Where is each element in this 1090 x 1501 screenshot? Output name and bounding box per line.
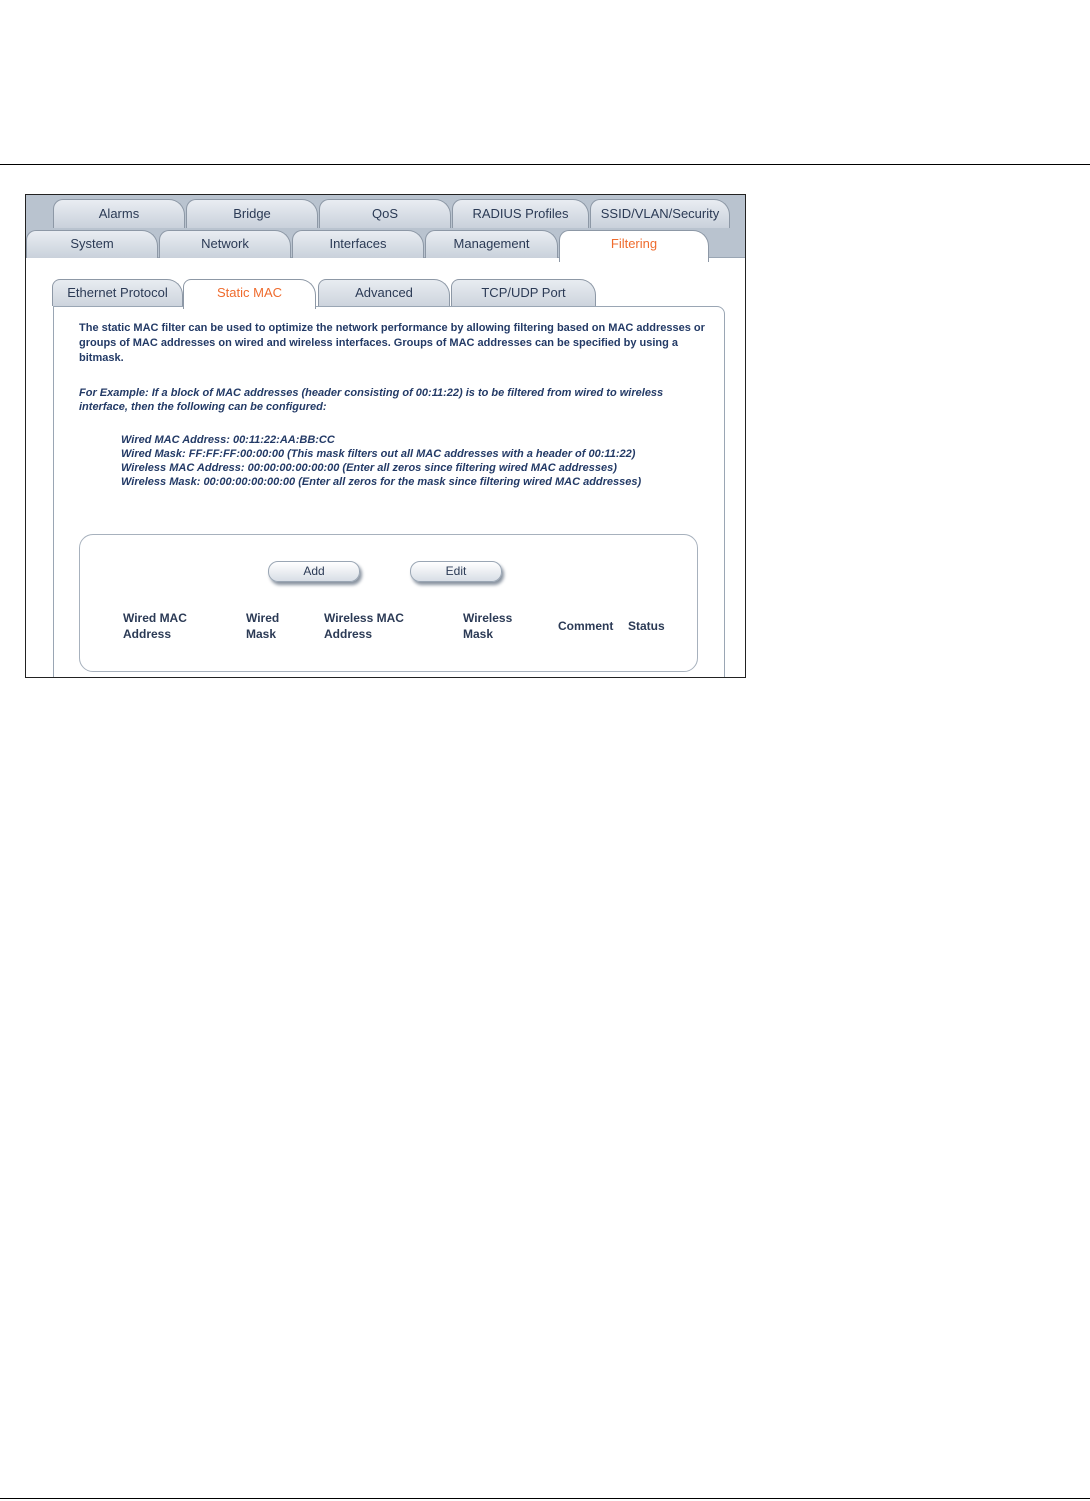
tab-management[interactable]: Management [425,230,558,258]
example-line: Wireless MAC Address: 00:00:00:00:00:00 (Enter all zeros since filtering wired MAC addresses) [121,462,617,474]
column-header-wireless-mask [463,610,533,642]
page-bottom-rule [0,1498,1090,1499]
column-header-comment: Comment [558,619,614,633]
tab-ssid-vlan-security[interactable]: SSID/VLAN/Security [590,199,730,228]
tab-network[interactable]: Network [159,230,291,258]
sub-tab-bar [52,279,726,308]
example-line: Wired Mask: FF:FF:FF:00:00:00 (This mask filters out all MAC addresses with a header of 00:11:22) [121,448,636,460]
example-line: Wireless Mask: 00:00:00:00:00:00 (Enter all zeros for the mask since filtering wired MAC addresses) [121,476,642,488]
column-header-line: Address [324,627,373,641]
column-header-line: Mask [463,627,494,641]
subtab-static-mac[interactable]: Static MAC [183,279,316,309]
edit-button[interactable]: Edit [410,561,502,582]
column-header-line: Mask [246,627,277,641]
screenshot-frame [25,194,746,678]
page-top-rule [0,164,1090,165]
tab-bridge[interactable]: Bridge [186,199,318,228]
add-button[interactable]: Add [268,561,360,582]
tab-row-bottom [26,228,745,258]
column-header-line: Wired MAC [123,611,187,625]
column-header-wired-mac-address [123,610,213,642]
subtab-tcp-udp-port[interactable]: TCP/UDP Port [451,279,596,306]
tab-system[interactable]: System [26,230,158,258]
tab-qos[interactable]: QoS [319,199,451,228]
column-header-wireless-mac-address [324,610,434,642]
column-header-line: Wireless MAC [324,611,404,625]
column-header-line: Wired [246,611,280,625]
example-intro: For Example: If a block of MAC addresses (header consisting of 00:11:22) is to be filtered from wired to wireless interface, then the following can be configured: [79,387,664,413]
tab-row-top [26,195,745,228]
static-mac-table-panel [79,534,698,672]
subtab-advanced[interactable]: Advanced [318,279,450,306]
tab-filtering[interactable]: Filtering [559,230,709,262]
column-header-line: Address [123,627,172,641]
subtab-ethernet-protocol[interactable]: Ethernet Protocol [52,279,183,306]
tab-alarms[interactable]: Alarms [53,199,185,228]
example-line: Wired MAC Address: 00:11:22:AA:BB:CC [121,434,335,446]
tab-radius-profiles[interactable]: RADIUS Profiles [452,199,589,228]
static-mac-description: The static MAC filter can be used to optimize the network performance by allowing filtering based on MAC addresses or groups of MAC addresses on wired and wireless interfaces. Groups of MAC addresses can be specified by using a bitmask. [79,322,705,364]
column-header-line: Wireless [463,611,513,625]
column-header-wired-mask [246,610,306,642]
tab-interfaces[interactable]: Interfaces [292,230,424,258]
column-header-status: Status [628,619,665,633]
example-config-list [121,433,721,489]
